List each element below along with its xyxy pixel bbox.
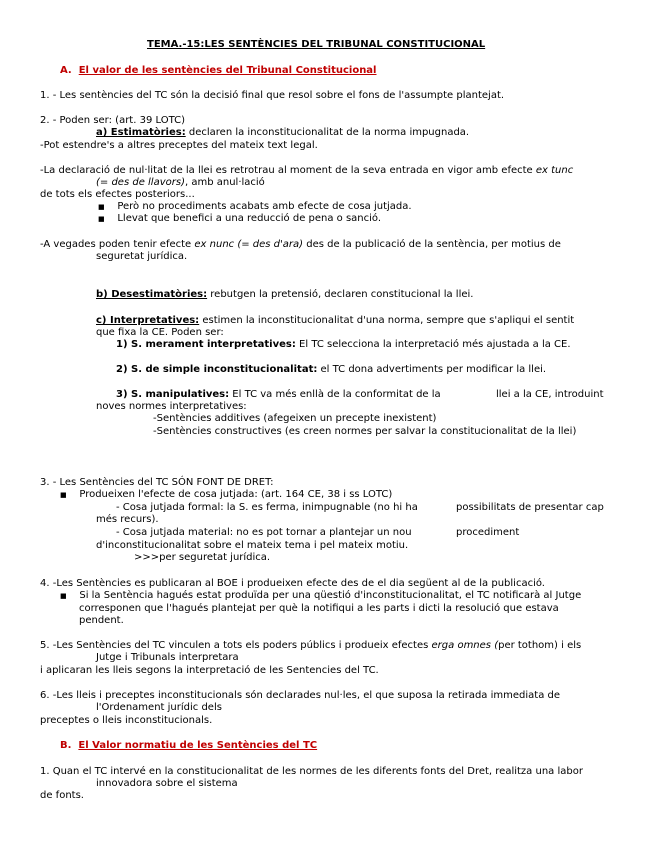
desestimatories-line: b) Desestimatòries: rebutgen la pretensió, declaren constitucional la llei. [96, 289, 474, 300]
declaracio-line-1: -La declaració de nul·litat de la llei es retrotrau al moment de la seva entrada en vigor amb efecte ex tunc [40, 165, 574, 176]
cosa-jutjada-formal-2: més recurs). [96, 514, 159, 525]
section-a-heading: A. El valor de les sentències del Tribunal Constitucional [60, 65, 377, 76]
paragraph-6-line-2: l'Ordenament jurídic dels [96, 702, 222, 713]
page-title: TEMA.-15:LES SENTÈNCIES DEL TRIBUNAL CONSTITUCIONAL [147, 39, 486, 50]
sentencies-additives: -Sentències additives (afegeixen un precepte inexistent) [153, 413, 437, 424]
paragraph-7-line-2: innovadora sobre el sistema [96, 778, 238, 789]
merament-interpretatives: 1) S. merament interpretatives: El TC selecciona la interpretació més ajustada a la CE. [116, 339, 571, 350]
paragraph-3-intro: 3. - Les Sentències del TC SÓN FONT DE DRET: [40, 477, 274, 488]
estimatories-line: a) Estimatòries: declaren la inconstitucionalitat de la norma impugnada. [96, 127, 470, 138]
manipulatives-line-b: llei a la CE, introduint [496, 389, 604, 400]
paragraph-6: 6. -Les lleis i preceptes inconstitucionals són declarades nul·les, el que suposa la retirada immediata de [40, 690, 560, 701]
bullet-icon: ■ [98, 215, 105, 223]
ex-nunc-line-2: seguretat jurídica. [96, 251, 188, 262]
manipulatives-line-2: noves normes interpretatives: [96, 401, 247, 412]
cosa-jutjada-formal: - Cosa jutjada formal: la S. es ferma, inimpugnable (no hi ha [116, 502, 418, 513]
bullet-icon: ■ [98, 203, 105, 211]
paragraph-1: 1. - Les sentències del TC són la decisió final que resol sobre el fons de l'assumpte plantejat. [40, 90, 505, 101]
manipulatives-line: 3) S. manipulatives: El TC va més enllà de la conformitat de la [116, 389, 441, 400]
list-item: ■ Però no procediments acabats amb efecte de cosa jutjada. [98, 201, 412, 212]
list-item: ■ Si la Sentència hagués estat produïda per una qüestió d'inconstitucionalitat, el TC notificarà al Jutge [60, 590, 582, 601]
cosa-jutjada-material-b: procediment [456, 527, 520, 538]
paragraph-7: 1. Quan el TC intervé en la constitucionalitat de les normes de les diferents fonts del Dret, realitza una labor [40, 766, 583, 777]
ex-nunc-line-1: -A vegades poden tenir efecte ex nunc (= des d'ara) des de la publicació de la sentència, per motius de [40, 239, 561, 250]
section-b-heading: B. El Valor normatiu de les Sentències del TC [60, 740, 318, 751]
estimatories-extra: -Pot estendre's a altres preceptes del mateix text legal. [40, 140, 318, 151]
simple-inconstitucionalitat: 2) S. de simple inconstitucionalitat: el TC dona advertiments per modificar la llei. [116, 364, 547, 375]
list-item: ■ Llevat que benefici a una reducció de pena o sanció. [98, 213, 382, 224]
list-item: ■ Produeixen l'efecte de cosa jutjada: (art. 164 CE, 38 i ss LOTC) [60, 489, 393, 500]
paragraph-5: 5. -Les Sentències del TC vinculen a tots els poders públics i produeix efectes erga omnes (per tothom) i els [40, 640, 582, 651]
bullet-icon: ■ [60, 491, 67, 499]
paragraph-4-line-3: pendent. [79, 615, 124, 626]
declaracio-line-2: (= des de llavors), amb anul·lació [96, 177, 265, 188]
seguretat-juridica: >>>per seguretat jurídica. [134, 552, 271, 563]
paragraph-2-intro: 2. - Poden ser: (art. 39 LOTC) [40, 115, 185, 126]
paragraph-5-line-2: Jutge i Tribunals interpretara [96, 652, 239, 663]
paragraph-5-line-3: i aplicaran les lleis segons la interpretació de les Sentencies del TC. [40, 665, 379, 676]
paragraph-4-line-2: corresponen que l'hagués plantejat per què la notifiqui a les parts i dicti la resolució que estava [79, 603, 559, 614]
cosa-jutjada-material-2: d'inconstitucionalitat sobre el mateix tema i pel mateix motiu. [96, 540, 409, 551]
bullet-icon: ■ [60, 592, 67, 600]
declaracio-line-3: de tots els efectes posteriors... [40, 189, 195, 200]
interpretatives-line: c) Interpretatives: estimen la inconstitucionalitat d'una norma, sempre que s'apliqui el sentit [96, 315, 575, 326]
sentencies-constructives: -Sentències constructives (es creen normes per salvar la constitucionalitat de la llei) [153, 426, 577, 437]
paragraph-6-line-3: preceptes o lleis inconstitucionals. [40, 715, 213, 726]
paragraph-7-line-3: de fonts. [40, 790, 84, 801]
cosa-jutjada-formal-b: possibilitats de presentar cap [456, 502, 604, 513]
cosa-jutjada-material: - Cosa jutjada material: no es pot tornar a plantejar un nou [116, 527, 412, 538]
paragraph-4: 4. -Les Sentències es publicaran al BOE i produeixen efecte des de el dia següent al de la publicació. [40, 578, 545, 589]
interpretatives-line-2: que fixa la CE. Poden ser: [96, 327, 224, 338]
